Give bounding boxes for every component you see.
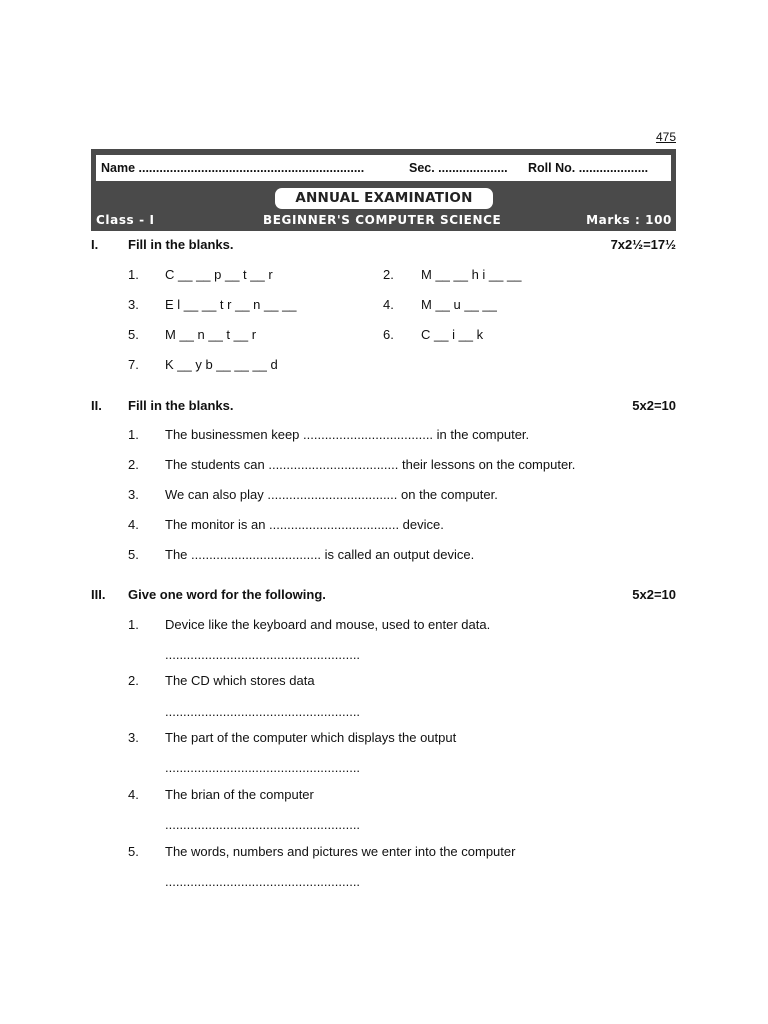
question-number: 5. bbox=[128, 547, 139, 562]
question-number: 1. bbox=[128, 267, 139, 282]
section-marks: 7x2½=17½ bbox=[610, 237, 676, 252]
question-text: The brian of the computer bbox=[165, 787, 314, 802]
section-number: III. bbox=[91, 587, 106, 602]
section-title: Fill in the blanks. bbox=[128, 237, 234, 252]
question-text: The students can .................................... their lessons on the computer. bbox=[165, 457, 576, 472]
question-text: K __ y b __ __ __ d bbox=[165, 357, 278, 372]
question-number: 4. bbox=[128, 787, 139, 802]
question-number: 7. bbox=[128, 357, 139, 372]
section-title: Fill in the blanks. bbox=[128, 398, 234, 413]
question-number: 2. bbox=[128, 457, 139, 472]
total-marks: Marks : 100 bbox=[586, 213, 672, 227]
section-number: I. bbox=[91, 237, 99, 252]
question-number: 5. bbox=[128, 844, 139, 859]
question-text: The .................................... is called an output device. bbox=[165, 547, 475, 562]
question-text: The part of the computer which displays the output bbox=[165, 730, 457, 745]
question-number: 4. bbox=[383, 297, 394, 312]
answer-line[interactable]: ...................................................... bbox=[165, 704, 361, 719]
exam-header bbox=[91, 149, 676, 231]
question-text: M __ u __ __ bbox=[421, 297, 497, 312]
question-number: 3. bbox=[128, 297, 139, 312]
question-text: Device like the keyboard and mouse, used to enter data. bbox=[165, 617, 491, 632]
class-label: Class - I bbox=[96, 213, 155, 227]
answer-line[interactable]: ...................................................... bbox=[165, 874, 361, 889]
question-text: The CD which stores data bbox=[165, 673, 315, 688]
student-info-row bbox=[96, 155, 671, 181]
question-number: 3. bbox=[128, 730, 139, 745]
question-text: We can also play .................................... on the computer. bbox=[165, 487, 498, 502]
question-text: C __ __ p __ t __ r bbox=[165, 267, 273, 282]
name-field[interactable]: Name ................................................................. bbox=[101, 161, 365, 175]
question-number: 2. bbox=[128, 673, 139, 688]
roll-number-field[interactable]: Roll No. .................... bbox=[528, 161, 649, 175]
question-number: 1. bbox=[128, 427, 139, 442]
question-text: The monitor is an .................................... device. bbox=[165, 517, 444, 532]
question-text: E l __ __ t r __ n __ __ bbox=[165, 297, 297, 312]
answer-line[interactable]: ...................................................... bbox=[165, 647, 361, 662]
answer-line[interactable]: ...................................................... bbox=[165, 760, 361, 775]
answer-line[interactable]: ...................................................... bbox=[165, 817, 361, 832]
section-marks: 5x2=10 bbox=[632, 398, 676, 413]
section-field[interactable]: Sec. .................... bbox=[409, 161, 508, 175]
page-number: 475 bbox=[655, 130, 676, 144]
section-marks: 5x2=10 bbox=[632, 587, 676, 602]
question-number: 4. bbox=[128, 517, 139, 532]
question-number: 6. bbox=[383, 327, 394, 342]
exam-title: ANNUAL EXAMINATION bbox=[275, 188, 493, 209]
question-text: The words, numbers and pictures we enter into the computer bbox=[165, 844, 516, 859]
question-number: 1. bbox=[128, 617, 139, 632]
section-number: II. bbox=[91, 398, 102, 413]
question-number: 3. bbox=[128, 487, 139, 502]
question-text: M __ __ h i __ __ bbox=[421, 267, 522, 282]
question-number: 5. bbox=[128, 327, 139, 342]
question-text: M __ n __ t __ r bbox=[165, 327, 257, 342]
subject-title: BEGINNER'S COMPUTER SCIENCE bbox=[263, 213, 502, 227]
question-text: The businessmen keep .................................... in the computer. bbox=[165, 427, 530, 442]
section-title: Give one word for the following. bbox=[128, 587, 326, 602]
question-text: C __ i __ k bbox=[421, 327, 484, 342]
question-number: 2. bbox=[383, 267, 394, 282]
